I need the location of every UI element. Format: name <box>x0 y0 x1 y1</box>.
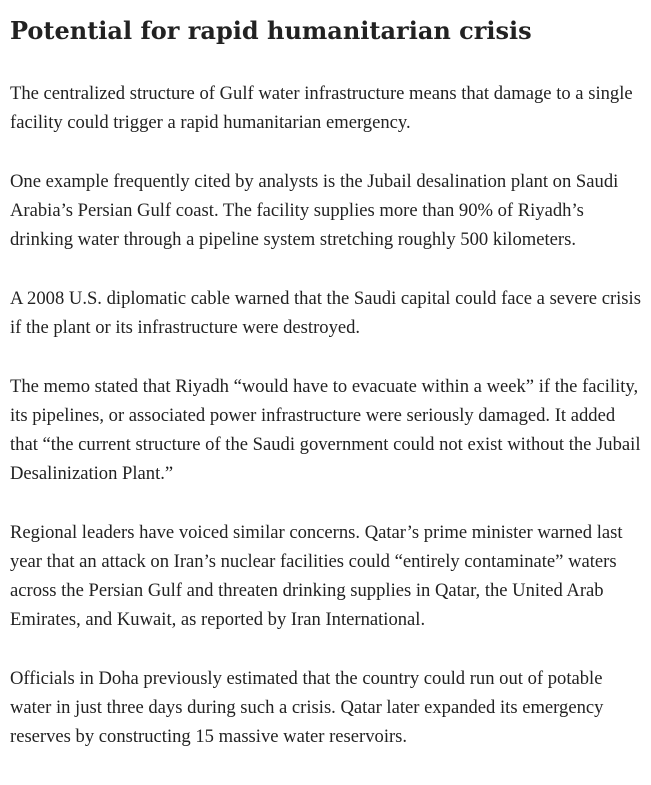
paragraph-regional-leaders: Regional leaders have voiced similar concerns. Qatar’s prime minister warned last year that an attack on Iran’s nuclear facilities could “entirely contaminate” waters across the Persian Gulf and threaten drinking supplies in Qatar, the United Arab Emirates, and Kuwait, as reported by Iran International. <box>10 522 623 630</box>
paragraph-infrastructure: The centralized structure of Gulf water infrastructure means that damage to a single facility could trigger a rapid humanitarian emergency. <box>10 83 633 133</box>
paragraph-doha-reserves: Officials in Doha previously estimated that the country could run out of potable water in just three days during such a crisis. Qatar later expanded its emergency reserves by constructing 15 massive water reservoirs. <box>10 668 604 747</box>
paragraph-jubail-plant: One example frequently cited by analysts is the Jubail desalination plant on Saudi Arabia’s Persian Gulf coast. The facility supplies more than 90% of Riyadh’s drinking water through a pipeline system stretching roughly 500 kilometers. <box>10 171 619 250</box>
paragraph-memo: The memo stated that Riyadh “would have to evacuate within a week” if the facility, its pipelines, or associated power infrastructure were seriously damaged. It added that “the current structure of the Saudi government could not exist without the Jubail Desalinization Plant.” <box>10 376 641 484</box>
article-body <box>10 0 642 751</box>
section-heading: Potential for rapid humanitarian crisis <box>10 16 532 45</box>
paragraph-diplomatic-cable: A 2008 U.S. diplomatic cable warned that the Saudi capital could face a severe crisis if the plant or its infrastructure were destroyed. <box>10 288 641 338</box>
